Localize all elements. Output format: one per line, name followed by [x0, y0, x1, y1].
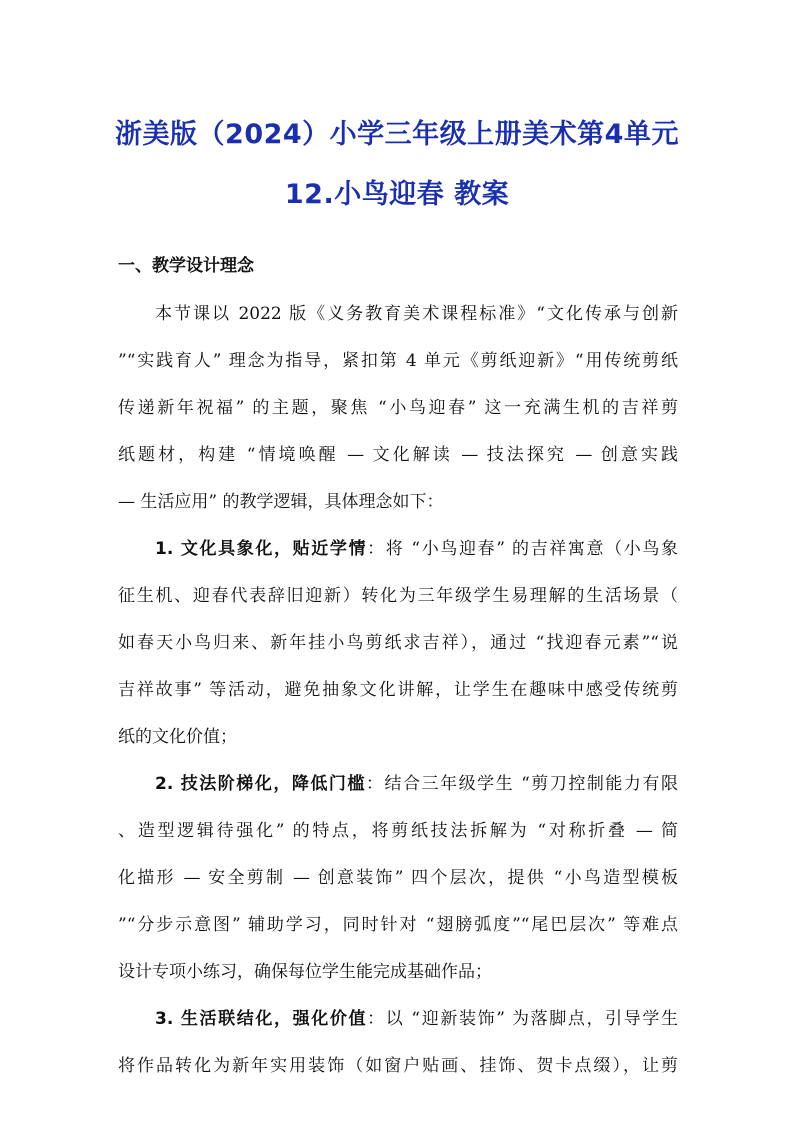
list-item-lead: 2. 技法阶梯化，降低门槛 — [155, 774, 366, 794]
list-item-lead: 1. 文化具象化，贴近学情 — [155, 539, 368, 559]
list-item-lead-colon: ： — [367, 1009, 386, 1029]
document-title-line-2: 12.小鸟迎春 教案 — [284, 179, 510, 210]
document-title-line-1: 浙美版（2024）小学三年级上册美术第4单元 — [115, 119, 679, 150]
intro-line: — 生活应用” 的教学逻辑，具体理念如下： — [118, 492, 444, 512]
intro-line: 本节课以 2022 版《义务教育美术课程标准》“文化传承与创新 — [155, 304, 678, 324]
list-item-line: 化描形 — 安全剪制 — 创意装饰” 四个层次，提供 “小鸟造型模板 — [118, 868, 678, 888]
list-item-first-line — [155, 1004, 678, 1029]
list-item-lead: 3. 生活联结化，强化价值 — [155, 1009, 368, 1029]
list-item-line: 设计专项小练习，确保每位学生能完成基础作品； — [118, 962, 492, 982]
list-item-line: 吉祥故事” 等活动，避免抽象文化讲解，让学生在趣味中感受传统剪 — [118, 680, 678, 700]
section-heading: 一、教学设计理念 — [118, 256, 254, 276]
intro-line: 纸题材，构建 “情境唤醒 — 文化解读 — 技法探究 — 创意实践 — [118, 445, 678, 465]
list-item-lead-colon: ： — [367, 539, 386, 559]
list-item-line: 纸的文化价值； — [118, 727, 237, 747]
list-item-line: 将作品转化为新年实用装饰（如窗户贴画、挂饰、贺卡点缀），让剪 — [118, 1056, 678, 1076]
list-item-line: ”“分步示意图” 辅助学习，同时针对 “翅膀弧度”“尾巴层次” 等难点 — [118, 915, 678, 935]
list-item-first-line — [155, 534, 678, 559]
list-item-line: 、造型逻辑待强化” 的特点，将剪纸技法拆解为 “对称折叠 — 简 — [118, 821, 678, 841]
intro-line: 传递新年祝福” 的主题，聚焦 “小鸟迎春” 这一充满生机的吉祥剪 — [118, 398, 678, 418]
list-item-text: 结合三年级学生 “剪刀控制能力有限 — [384, 774, 678, 794]
list-item-text: 将 “小鸟迎春” 的吉祥寓意（小鸟象 — [385, 539, 678, 559]
list-item-line: 如春天小鸟归来、新年挂小鸟剪纸求吉祥），通过 “找迎春元素”“说 — [118, 633, 678, 653]
list-item-line: 征生机、迎春代表辞旧迎新）转化为三年级学生易理解的生活场景（ — [118, 586, 678, 606]
list-item-first-line — [155, 769, 678, 794]
intro-line: ”“实践育人” 理念为指导，紧扣第 4 单元《剪纸迎新》“用传统剪纸 — [118, 351, 678, 371]
list-item-lead-colon: ： — [365, 774, 385, 794]
list-item-text: 以 “迎新装饰” 为落脚点，引导学生 — [385, 1009, 678, 1029]
